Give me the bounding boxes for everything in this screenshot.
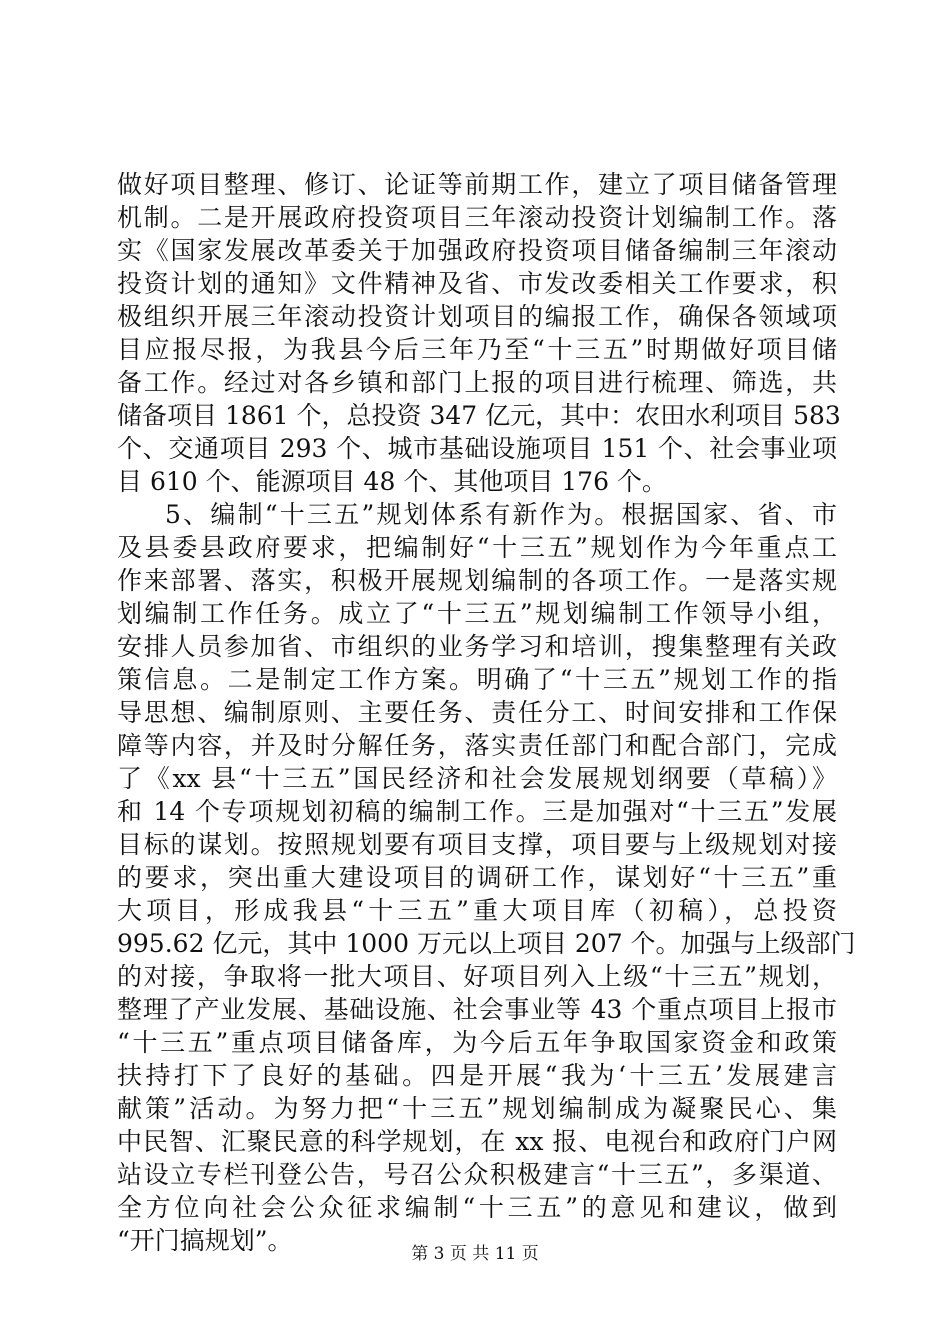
text-line: 个、交通项目 293 个、城市基础设施项目 151 个、社会事业项 — [117, 434, 837, 463]
text-line: 5、编制“十三五”规划体系有新作为。根据国家、省、市 — [165, 500, 837, 529]
document-body — [117, 168, 856, 1257]
text-line: 的要求，突出重大建设项目的调研工作，谋划好“十三五”重 — [117, 863, 837, 892]
text-line: 了《xx 县“十三五”国民经济和社会发展规划纲要（草稿）》 — [117, 764, 837, 793]
text-line: 的对接，争取将一批大项目、好项目列入上级“十三五”规划， — [117, 962, 837, 991]
text-line: 安排人员参加省、市组织的业务学习和培训，搜集整理有关政 — [117, 632, 837, 661]
text-line: 导思想、编制原则、主要任务、责任分工、时间安排和工作保 — [117, 698, 837, 727]
text-line: 目 610 个、能源项目 48 个、其他项目 176 个。 — [117, 467, 667, 496]
text-line: 机制。二是开展政府投资项目三年滚动投资计划编制工作。落 — [117, 203, 837, 232]
text-line: “十三五”重点项目储备库，为今后五年争取国家资金和政策 — [117, 1028, 837, 1057]
text-line: 目标的谋划。按照规划要有项目支撑，项目要与上级规划对接 — [117, 830, 837, 859]
text-line: 作来部署、落实，积极开展规划编制的各项工作。一是落实规 — [117, 566, 837, 595]
text-line: 目应报尽报，为我县今后三年乃至“十三五”时期做好项目储 — [117, 335, 837, 364]
text-line: 中民智、汇聚民意的科学规划，在 xx 报、电视台和政府门户网 — [117, 1127, 837, 1156]
text-line: 障等内容，并及时分解任务，落实责任部门和配合部门，完成 — [117, 731, 837, 760]
text-line: 献策”活动。为努力把“十三五”规划编制成为凝聚民心、集 — [117, 1094, 837, 1123]
text-line: 995.62 亿元，其中 1000 万元以上项目 207 个。加强与上级部门 — [117, 929, 856, 958]
text-line: 极组织开展三年滚动投资计划项目的编报工作，确保各领域项 — [117, 302, 837, 331]
text-line: 扶持打下了良好的基础。四是开展“我为‘十三五’发展建言 — [117, 1061, 837, 1090]
text-line: 全方位向社会公众征求编制“十三五”的意见和建议，做到 — [117, 1193, 837, 1222]
text-line: 做好项目整理、修订、论证等前期工作，建立了项目储备管理 — [117, 170, 837, 199]
text-line: 策信息。二是制定工作方案。明确了“十三五”规划工作的指 — [117, 665, 837, 694]
text-line: 投资计划的通知》文件精神及省、市发改委相关工作要求，积 — [117, 269, 837, 298]
text-line: “开门搞规划”。 — [117, 1226, 293, 1255]
text-line: 及县委县政府要求，把编制好“十三五”规划作为今年重点工 — [117, 533, 837, 562]
text-line: 整理了产业发展、基础设施、社会事业等 43 个重点项目上报市 — [117, 995, 837, 1024]
text-line: 和 14 个专项规划初稿的编制工作。三是加强对“十三五”发展 — [117, 797, 837, 826]
text-line: 储备项目 1861 个，总投资 347 亿元，其中：农田水利项目 583 — [117, 401, 841, 430]
page-footer: 第 3 页 共 11 页 — [411, 1244, 539, 1264]
text-line: 实《国家发展改革委关于加强政府投资项目储备编制三年滚动 — [117, 236, 837, 265]
text-line: 划编制工作任务。成立了“十三五”规划编制工作领导小组， — [117, 599, 837, 628]
text-line: 备工作。经过对各乡镇和部门上报的项目进行梳理、筛选，共 — [117, 368, 837, 397]
text-line: 大项目，形成我县“十三五”重大项目库（初稿），总投资 — [117, 896, 837, 925]
text-line: 站设立专栏刊登公告，号召公众积极建言“十三五”，多渠道、 — [117, 1160, 837, 1189]
